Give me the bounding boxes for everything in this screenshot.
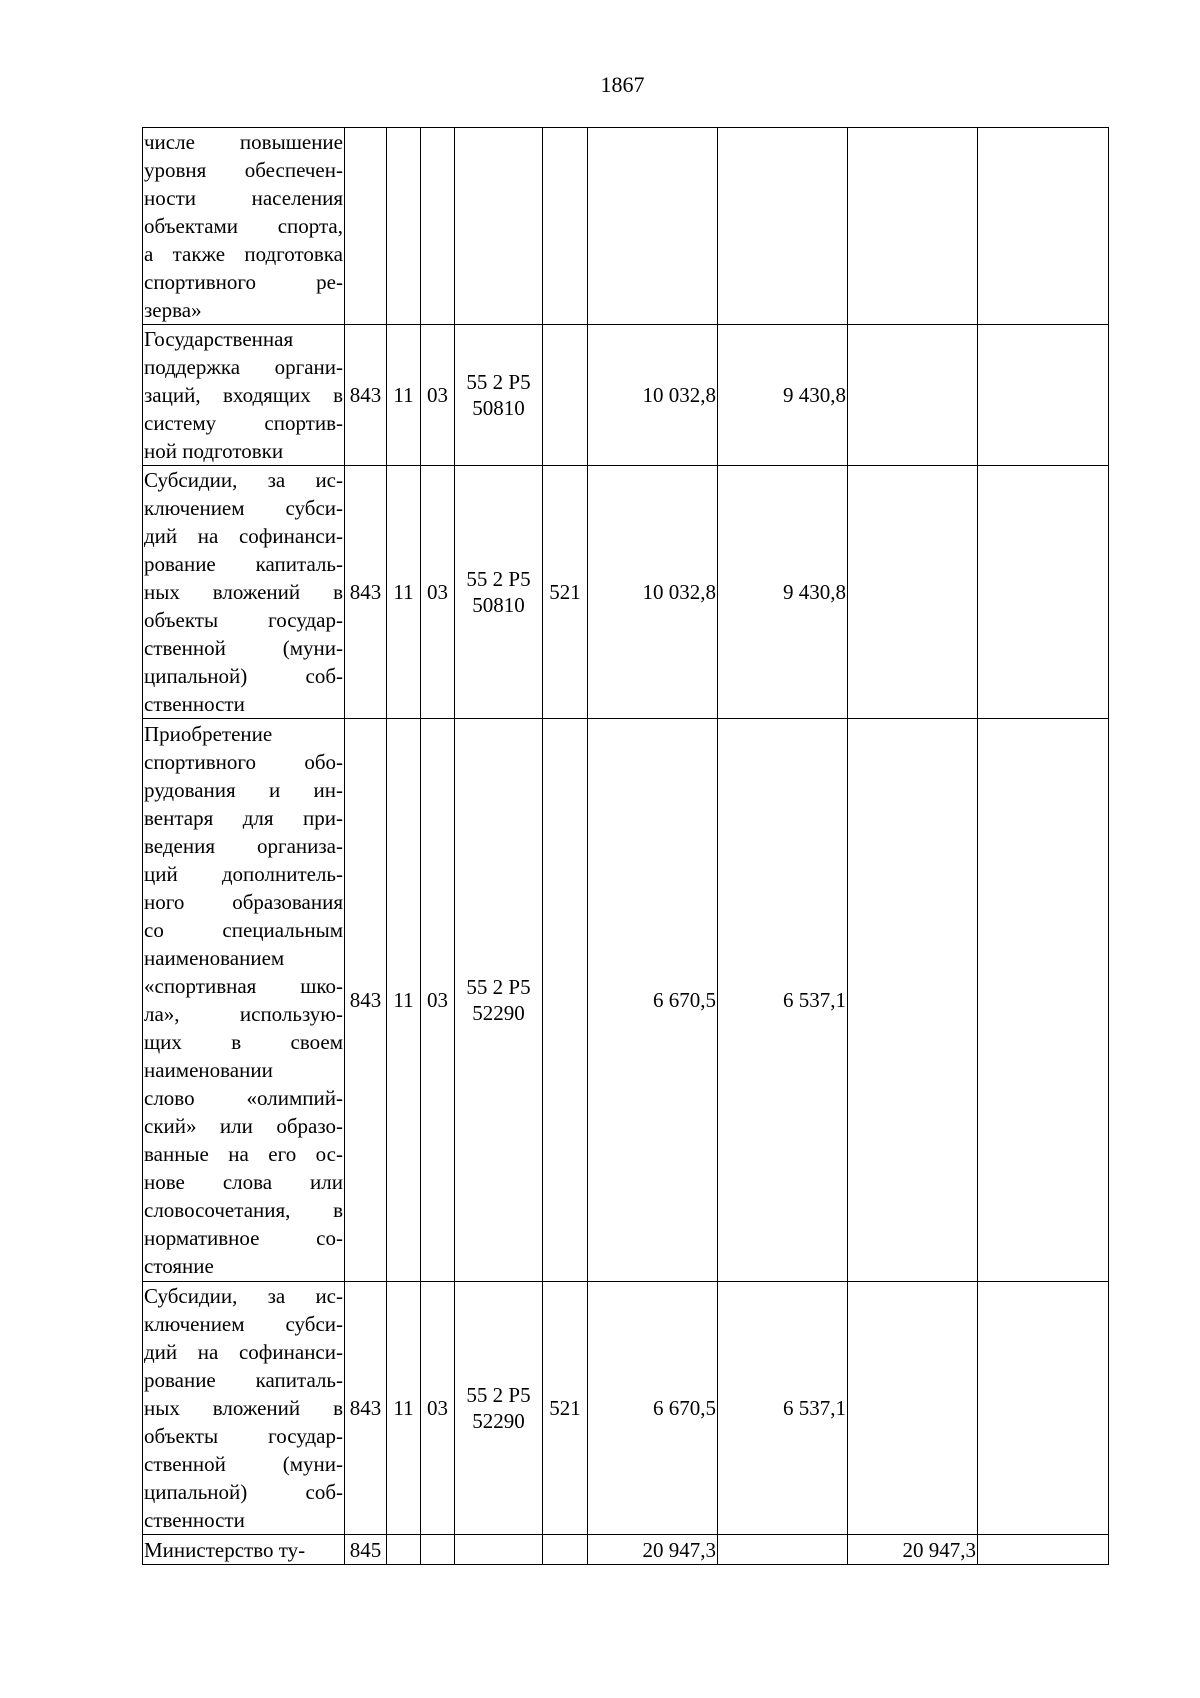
expense-type-code: 521	[543, 466, 588, 719]
description-line: со специальным	[144, 918, 343, 942]
amount-col-4	[978, 719, 1109, 1282]
amount-col-2: 6 537,1	[718, 1282, 848, 1535]
subsection-code: 03	[421, 325, 455, 466]
description-line: спортивного ре-	[144, 270, 343, 294]
description-line: спортивного обо-	[144, 750, 343, 774]
ministry-code: 843	[345, 466, 387, 719]
description-line: ных вложений в	[144, 1396, 343, 1420]
expense-type-code	[543, 128, 588, 325]
description-line: заций, входящих в	[144, 383, 343, 407]
target-article-line: 50810	[472, 593, 525, 617]
description-line: Субсидии, за ис-	[144, 1284, 343, 1308]
target-article-line: 55 2 P5	[466, 975, 531, 999]
description-line: вентаря для при-	[144, 806, 343, 830]
ministry-code: 845	[345, 1535, 387, 1565]
table-row	[143, 719, 1109, 1282]
section-code	[387, 1535, 421, 1565]
description-line: рование капиталь-	[144, 552, 343, 576]
section-code: 11	[387, 719, 421, 1282]
table-row	[143, 325, 1109, 466]
amount-col-2	[718, 128, 848, 325]
subsection-code	[421, 128, 455, 325]
row-description	[143, 128, 345, 325]
description-line: ключением субси-	[144, 1312, 343, 1336]
subsection-code	[421, 1535, 455, 1565]
description-line: наименовании	[144, 1058, 273, 1082]
target-article-line: 55 2 P5	[466, 567, 531, 591]
description-line: ципальной) соб-	[144, 1480, 343, 1504]
amount-col-3	[848, 128, 978, 325]
target-article-code	[455, 325, 543, 466]
description-line: ванные на его ос-	[144, 1142, 343, 1166]
description-line: нове слова или	[144, 1170, 343, 1194]
description-line: наименованием	[144, 946, 285, 970]
target-article-line: 50810	[472, 396, 525, 420]
row-description	[143, 719, 345, 1282]
description-line: Министерство ту-	[144, 1537, 306, 1562]
expense-type-code	[543, 719, 588, 1282]
section-code: 11	[387, 466, 421, 719]
description-line: стояние	[144, 1254, 214, 1278]
description-line: ведения организа-	[144, 834, 343, 858]
description-line: рование капиталь-	[144, 1368, 343, 1392]
row-description	[143, 1282, 345, 1535]
description-line: ного образования	[144, 890, 343, 914]
description-line: ных вложений в	[144, 580, 343, 604]
description-line: нормативное со-	[144, 1226, 343, 1250]
ministry-code: 843	[345, 325, 387, 466]
description-line: объектами спорта,	[144, 214, 343, 238]
description-line: Государственная	[144, 327, 294, 351]
description-line: ций дополнитель-	[144, 862, 343, 886]
amount-col-1: 6 670,5	[588, 719, 718, 1282]
description-line: ключением субси-	[144, 496, 343, 520]
description-line: поддержка органи-	[144, 355, 343, 379]
amount-col-2: 9 430,8	[718, 325, 848, 466]
description-line: «спортивная шко-	[144, 974, 343, 998]
description-line: Субсидии, за ис-	[144, 468, 343, 492]
target-article-code	[455, 1535, 543, 1565]
amount-col-2: 9 430,8	[718, 466, 848, 719]
description-line: объекты государ-	[144, 1424, 343, 1448]
section-code: 11	[387, 325, 421, 466]
target-article-line: 52290	[472, 1409, 525, 1433]
description-line: ственной (муни-	[144, 1452, 343, 1476]
expense-type-code	[543, 1535, 588, 1565]
description-line: ственной (муни-	[144, 636, 343, 660]
amount-col-1: 20 947,3	[588, 1535, 718, 1565]
target-article-line: 52290	[472, 1001, 525, 1025]
description-line: ственности	[144, 1508, 245, 1532]
amount-col-1	[588, 128, 718, 325]
target-article-code	[455, 719, 543, 1282]
row-description	[143, 325, 345, 466]
description-line: дий на софинанси-	[144, 1340, 343, 1364]
description-line: систему спортив-	[144, 411, 343, 435]
amount-col-2: 6 537,1	[718, 719, 848, 1282]
expense-type-code: 521	[543, 1282, 588, 1535]
row-description	[143, 466, 345, 719]
table-row	[143, 1535, 1109, 1565]
description-line: словосочетания, в	[144, 1198, 343, 1222]
subsection-code: 03	[421, 1282, 455, 1535]
target-article-line: 55 2 P5	[466, 1383, 531, 1407]
description-line: а также подготовка	[144, 242, 343, 266]
ministry-code: 843	[345, 1282, 387, 1535]
amount-col-3	[848, 1282, 978, 1535]
description-line: ла», использую-	[144, 1002, 343, 1026]
description-line: ципальной) соб-	[144, 664, 343, 688]
amount-col-4	[978, 325, 1109, 466]
ministry-code: 843	[345, 719, 387, 1282]
target-article-code	[455, 1282, 543, 1535]
row-description	[143, 1535, 345, 1565]
amount-col-3: 20 947,3	[848, 1535, 978, 1565]
target-article-code	[455, 128, 543, 325]
table-row	[143, 466, 1109, 719]
subsection-code: 03	[421, 719, 455, 1282]
description-line: Приобретение	[144, 722, 273, 746]
amount-col-3	[848, 325, 978, 466]
target-article-line: 55 2 P5	[466, 370, 531, 394]
subsection-code: 03	[421, 466, 455, 719]
amount-col-4	[978, 128, 1109, 325]
description-line: уровня обеспечен-	[144, 158, 343, 182]
description-line: щих в своем	[144, 1030, 343, 1054]
description-line: ности населения	[144, 186, 343, 210]
table-row	[143, 1282, 1109, 1535]
target-article-code	[455, 466, 543, 719]
amount-col-1: 10 032,8	[588, 466, 718, 719]
amount-col-1: 6 670,5	[588, 1282, 718, 1535]
description-line: ский» или образо-	[144, 1114, 343, 1138]
description-line: ственности	[144, 692, 245, 716]
description-line: дий на софинанси-	[144, 524, 343, 548]
ministry-code	[345, 128, 387, 325]
description-line: ной подготовки	[144, 439, 284, 463]
description-line: слово «олимпий-	[144, 1086, 343, 1110]
amount-col-1: 10 032,8	[588, 325, 718, 466]
description-line: зерва»	[144, 298, 202, 322]
amount-col-4	[978, 466, 1109, 719]
section-code: 11	[387, 1282, 421, 1535]
amount-col-2	[718, 1535, 848, 1565]
section-code	[387, 128, 421, 325]
amount-col-4	[978, 1535, 1109, 1565]
description-line: рудования и ин-	[144, 778, 343, 802]
description-line: числе повышение	[144, 130, 343, 154]
expense-type-code	[543, 325, 588, 466]
amount-col-4	[978, 1282, 1109, 1535]
amount-col-3	[848, 719, 978, 1282]
description-line: объекты государ-	[144, 608, 343, 632]
budget-table	[142, 127, 1109, 1565]
amount-col-3	[848, 466, 978, 719]
table-row	[143, 128, 1109, 325]
page-number: 1867	[600, 72, 645, 97]
